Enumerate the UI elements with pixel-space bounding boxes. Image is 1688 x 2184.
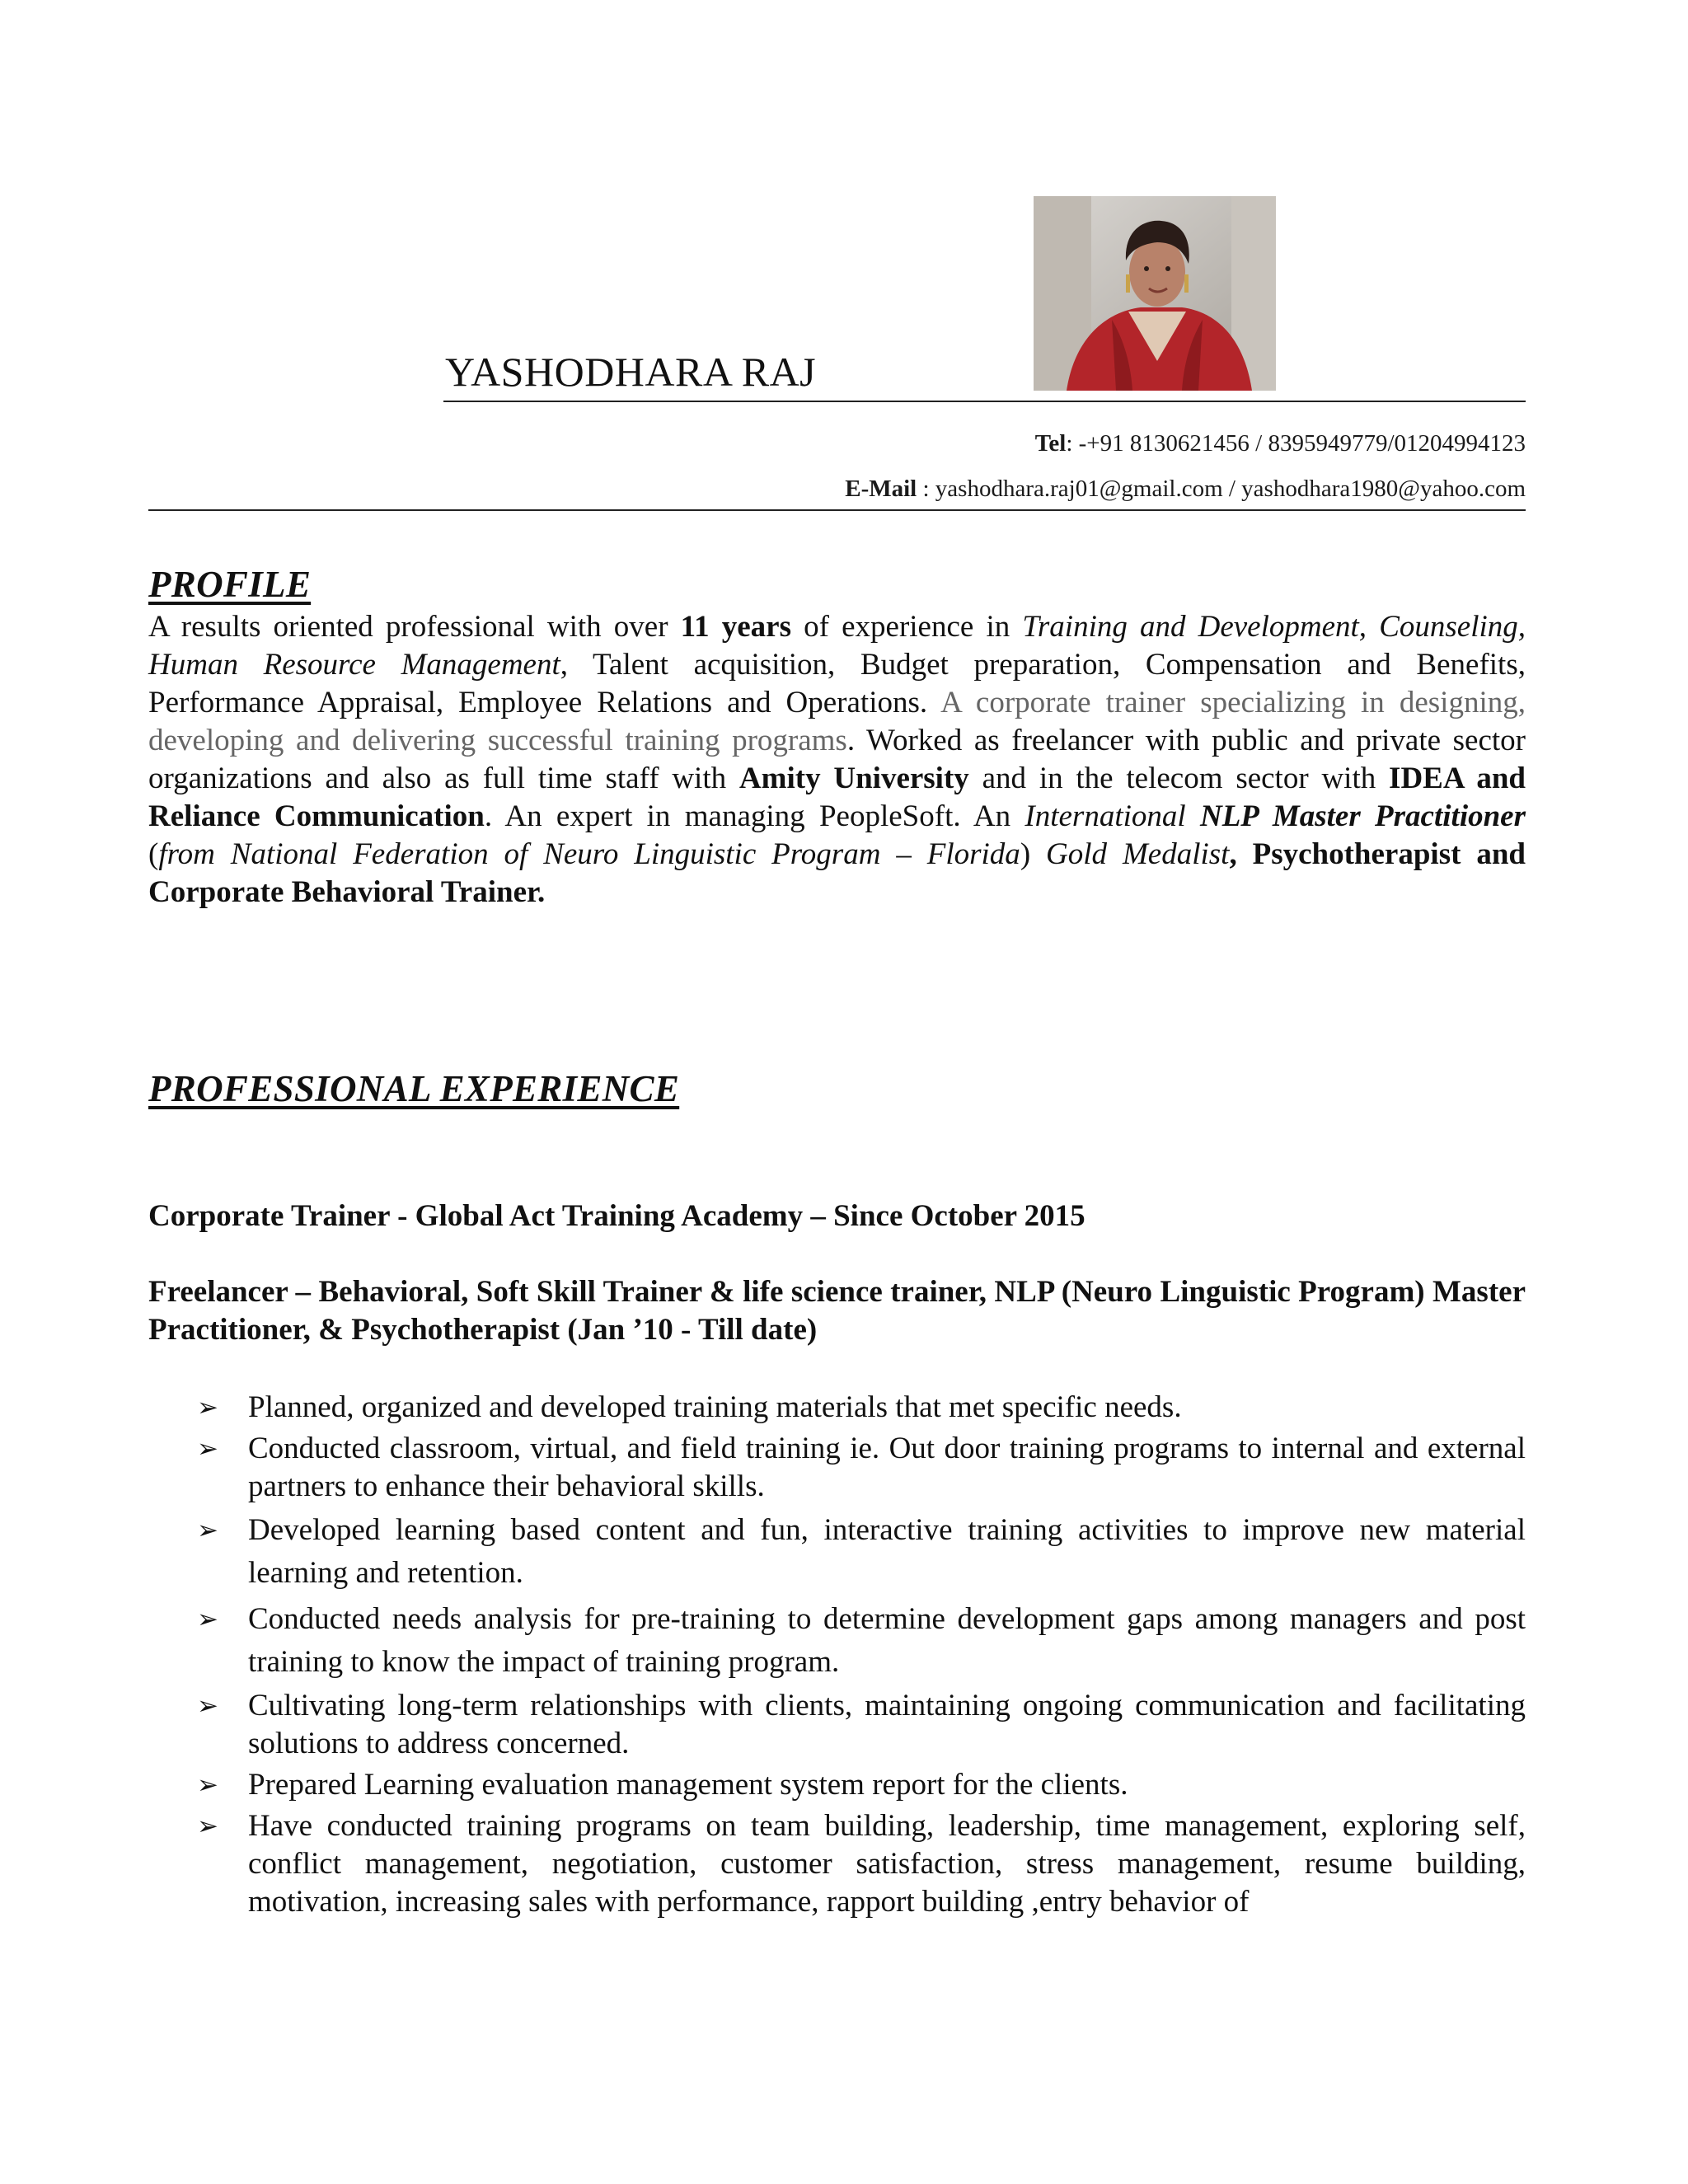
job-title-freelancer: Freelancer – Behavioral, Soft Skill Trainer & life science trainer, NLP (Neuro Linguistic Program) Master Practitioner, & Psychotherapist (Jan ’10 - Till date)	[148, 1275, 1526, 1347]
profile-amity: Amity University	[738, 762, 969, 795]
list-item-text: Conducted classroom, virtual, and field training ie. Out door training programs to internal and external partners to enhance their behavioral skills.	[248, 1432, 1526, 1503]
profile-years: 11 years	[680, 610, 792, 644]
profile-text-run: , Talent acquisition, Budget preparation, Compensation and Benefits, Performance Appraisal, Employee Relations and Operations.	[148, 648, 1526, 719]
list-item-text: Have conducted training programs on team building, leadership, time management, exploring self, conflict management, negotiation, customer satisfaction, stress management, resume building, motivation, increasing sales with performance, rapport building ,entry behavior of	[248, 1809, 1526, 1919]
list-item-text: Conducted needs analysis for pre-training to determine development gaps among managers and post training to know the impact of training program.	[248, 1602, 1526, 1679]
portrait-image	[1034, 196, 1276, 391]
email-value: : yashodhara.raj01@gmail.com / yashodhara1980@yahoo.com	[917, 476, 1526, 502]
profile-summary	[148, 608, 1526, 912]
experience-heading: PROFESSIONAL EXPERIENCE	[148, 1068, 680, 1109]
profile-closing: , Psychotherapist and Corporate Behavioral Trainer.	[148, 837, 1526, 909]
profile-heading: PROFILE	[148, 564, 312, 605]
profile-text-run: of experience in	[791, 610, 1023, 644]
arrow-bullet-icon: ➢	[197, 1393, 218, 1422]
arrow-bullet-icon: ➢	[197, 1516, 218, 1545]
profile-text-run: A results oriented professional with over	[148, 610, 681, 644]
arrow-bullet-icon: ➢	[197, 1770, 218, 1800]
arrow-bullet-icon: ➢	[197, 1811, 218, 1841]
profile-specialties: Training and Development, Counseling, Human Resource Management	[148, 610, 1526, 682]
profile-text-run: . Worked as freelancer with public and private sector organizations and also as full time staff with	[148, 724, 1526, 795]
list-item-text: Planned, organized and developed training materials that met specific needs.	[248, 1390, 1182, 1424]
profile-photo	[1034, 196, 1276, 391]
arrow-bullet-icon: ➢	[197, 1691, 218, 1721]
header-divider-bottom	[148, 509, 1526, 511]
profile-gold-medalist: Gold Medalist	[1046, 837, 1230, 871]
profile-telecom: IDEA and Reliance Communication	[148, 762, 1526, 833]
contact-email	[845, 476, 1526, 503]
list-item	[148, 1509, 1526, 1595]
list-item	[148, 1430, 1526, 1506]
list-item-text: Developed learning based content and fun, interactive training activities to improve new material learning and retention.	[248, 1513, 1526, 1590]
profile-text-run: . An expert in managing PeopleSoft. An	[484, 799, 1025, 833]
list-item	[148, 1598, 1526, 1684]
profile-trainer-text: A corporate trainer specializing in designing, developing and delivering successful training programs	[148, 686, 1526, 757]
list-item-text: Cultivating long-term relationships with clients, maintaining ongoing communication and facilitating solutions to address concerned.	[248, 1689, 1526, 1760]
header-divider-top	[443, 401, 1526, 402]
profile-nlp: NLP Master Practitioner	[1199, 799, 1526, 833]
responsibilities-list	[148, 1389, 1526, 1924]
profile-text-run: (	[148, 837, 159, 871]
tel-value: : -+91 8130621456 / 8395949779/01204994123	[1066, 430, 1526, 457]
list-item-text: Prepared Learning evaluation management system report for the clients.	[248, 1768, 1128, 1802]
profile-international: International	[1025, 799, 1186, 833]
profile-text-run: and in the telecom sector with	[968, 762, 1390, 795]
arrow-bullet-icon: ➢	[197, 1434, 218, 1464]
tel-label: Tel	[1034, 430, 1067, 457]
candidate-name: YASHODHARA RAJ	[445, 349, 817, 395]
job-title-global-act: Corporate Trainer - Global Act Training Academy – Since October 2015	[148, 1199, 1085, 1233]
arrow-bullet-icon: ➢	[197, 1605, 218, 1634]
profile-text-run: )	[1020, 837, 1047, 871]
list-item	[148, 1389, 1526, 1427]
list-item	[148, 1766, 1526, 1804]
profile-federation: from National Federation of Neuro Linguistic Program – Florida	[158, 837, 1020, 871]
contact-phone	[1035, 430, 1526, 457]
list-item	[148, 1687, 1526, 1763]
email-label: E-Mail	[845, 476, 917, 502]
list-item	[148, 1807, 1526, 1921]
